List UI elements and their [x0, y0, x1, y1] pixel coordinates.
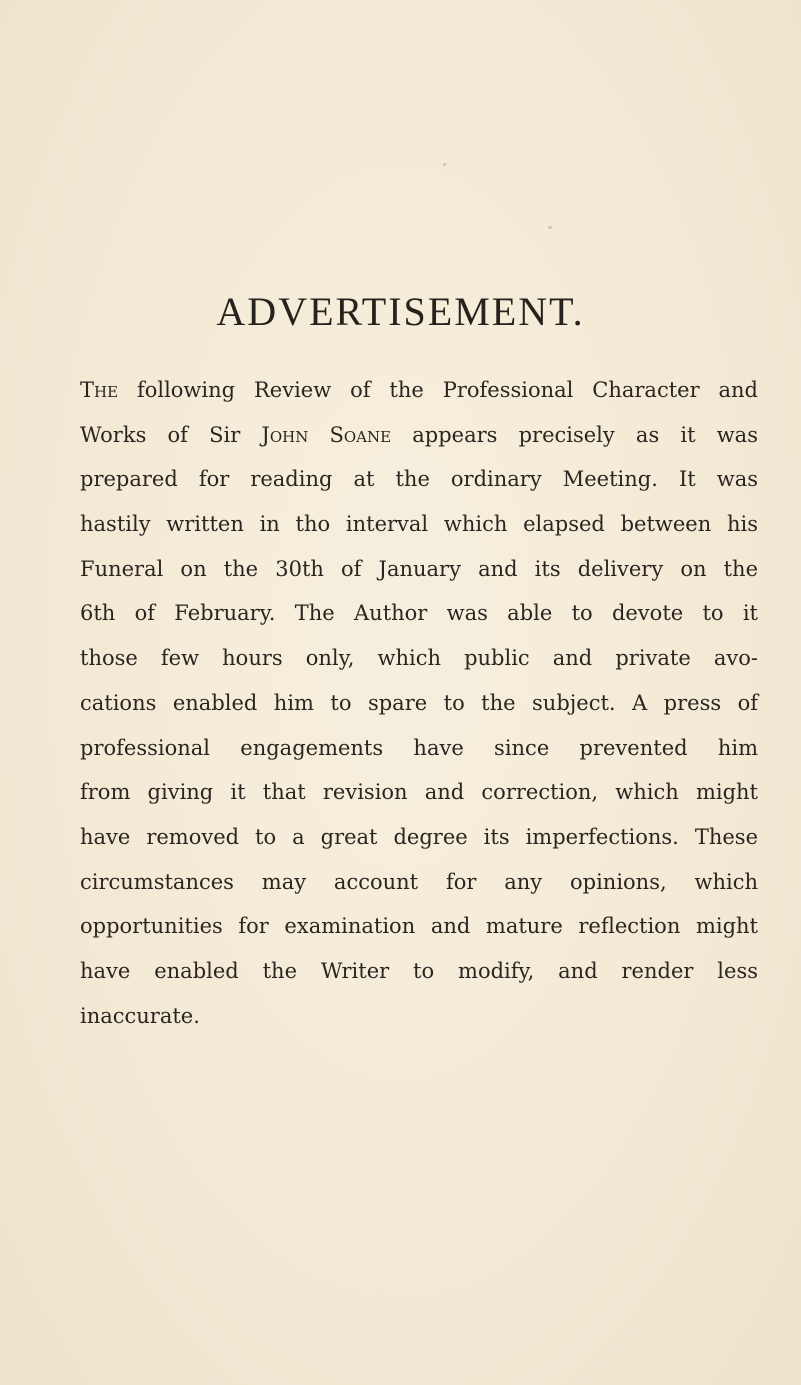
text-line: professional engagements have since prevented him — [80, 735, 758, 760]
text-line: hastily written in tho interval which elapsed between his — [80, 512, 758, 537]
text-line — [80, 413, 758, 458]
line-text: appears precisely as it was — [391, 422, 758, 447]
paper-speck — [548, 226, 552, 229]
text-line: prepared for reading at the ordinary Meeting. It was — [80, 467, 758, 492]
text-line: have removed to a great degree its imperfections. These — [80, 824, 758, 849]
text-line: 6th of February. The Author was able to devote to it — [80, 601, 758, 626]
text-line — [80, 368, 758, 413]
text-line: circumstances may account for any opinions, which — [80, 869, 758, 894]
paper-speck — [443, 163, 446, 166]
text-line: have enabled the Writer to modify, and render less — [80, 958, 758, 983]
text-line: opportunities for examination and mature reflection might — [80, 914, 758, 939]
page-title: ADVERTISEMENT. — [216, 289, 585, 334]
text-line: from giving it that revision and correction, which might — [80, 780, 758, 805]
text-line: those few hours only, which public and private avo- — [80, 646, 758, 671]
small-caps-word: The — [80, 378, 119, 402]
text-line: Funeral on the 30th of January and its delivery on the — [80, 556, 758, 581]
line-text: Works of Sir — [80, 422, 262, 447]
person-name: John Soane — [261, 422, 392, 447]
line-text: following Review of the Professional Character and — [118, 378, 758, 402]
body-paragraph — [80, 368, 758, 1038]
text-line: cations enabled him to spare to the subject. A press of — [80, 690, 758, 715]
text-line: inaccurate. — [80, 1003, 200, 1028]
